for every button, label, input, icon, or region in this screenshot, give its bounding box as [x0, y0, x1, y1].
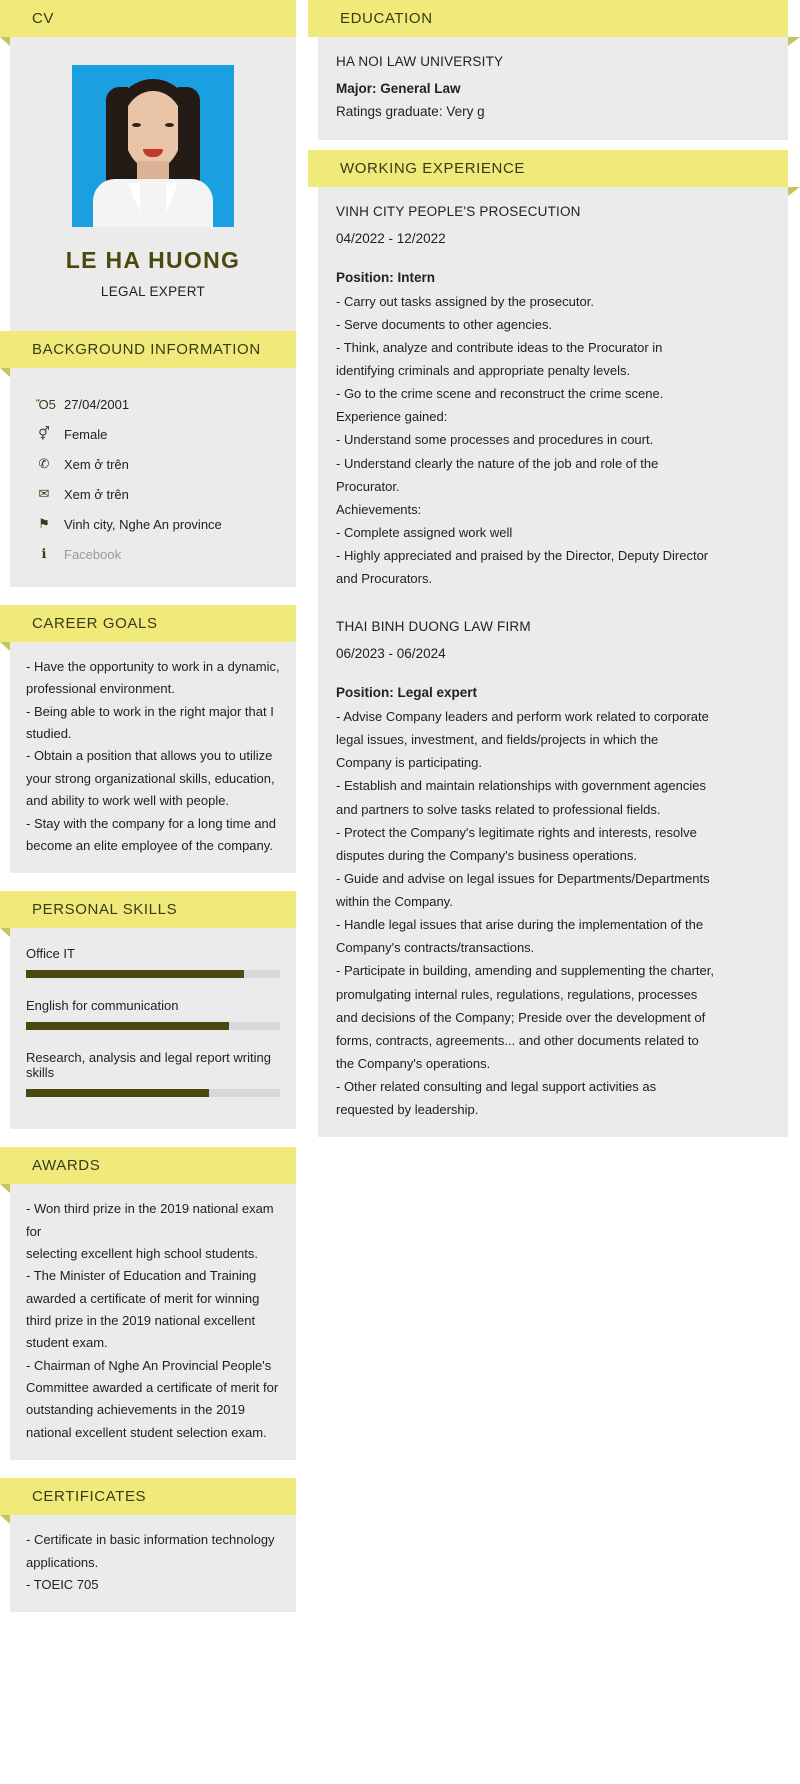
job-detail-line: - Serve documents to other agencies.	[336, 316, 553, 332]
award-line: national excellent student selection exam.	[26, 1424, 267, 1440]
job-detail-line: Procurator.	[336, 478, 400, 494]
skill-item	[26, 994, 280, 1030]
job-detail-line: - Other related consulting and legal support activities as	[336, 1079, 657, 1095]
career-goal-line: - Stay with the company for a long time and	[26, 815, 277, 831]
background-panel	[10, 368, 296, 587]
job-detail-line: the Company's operations.	[336, 1055, 491, 1071]
working-experience-panel	[318, 187, 788, 1138]
avatar-face	[123, 91, 183, 169]
certificate-line: applications.	[26, 1554, 99, 1570]
avatar-hair-right	[178, 87, 200, 191]
award-line: third prize in the 2019 national excellent	[26, 1313, 256, 1329]
career-goal-line: - Obtain a position that allows you to utilize	[26, 748, 273, 764]
job-dates: 04/2022 - 12/2022	[336, 230, 446, 246]
spacer	[336, 251, 770, 267]
spacer	[336, 666, 770, 682]
info-row	[36, 390, 280, 419]
section-header-certificates	[10, 1478, 296, 1515]
certificates-text	[26, 1529, 280, 1596]
cv-title-ribbon	[10, 0, 296, 37]
career-goal-line: and ability to work well with people.	[26, 793, 230, 809]
section-header-working	[318, 150, 788, 187]
skill-bar	[26, 1089, 280, 1097]
avatar-collar-right	[166, 183, 178, 213]
spacer	[308, 140, 800, 150]
career-goals-panel	[10, 642, 296, 873]
section-header-career	[10, 605, 296, 642]
section-header-background	[10, 331, 296, 368]
career-goals-text	[26, 656, 280, 857]
job-detail-line: - Guide and advise on legal issues for Departments/Departments	[336, 870, 710, 886]
section-label-education: EDUCATION	[340, 10, 433, 27]
info-row-text: Vinh city, Nghe An province	[64, 516, 222, 532]
job-detail-line: - Handle legal issues that arise during the implementation of the	[336, 917, 704, 933]
job-detail-line: - Understand clearly the nature of the job and role of the	[336, 455, 659, 471]
job-detail-line: - Protect the Company's legitimate rights and interests, resolve	[336, 824, 697, 840]
job-detail-line: - Establish and maintain relationships with government agencies	[336, 778, 706, 794]
award-line: Committee awarded a certificate of merit for	[26, 1380, 279, 1396]
job-position: Position: Legal expert	[336, 685, 478, 701]
info-icon: ℹ	[41, 546, 47, 561]
certificates-panel	[10, 1515, 296, 1612]
job-position: Position: Intern	[336, 269, 435, 285]
info-row-text: Xem ở trên	[64, 486, 129, 502]
awards-panel	[10, 1184, 296, 1460]
spacer	[0, 873, 308, 891]
left-column	[0, 0, 308, 1784]
section-header-awards	[10, 1147, 296, 1184]
job-detail-line: - Think, analyze and contribute ideas to the Procurator in	[336, 339, 663, 355]
section-header-education	[318, 0, 788, 37]
avatar-eye-left	[132, 123, 141, 127]
job-detail-line: and Procurators.	[336, 571, 433, 587]
career-goal-line: become an elite employee of the company.	[26, 837, 273, 853]
section-label-working: WORKING EXPERIENCE	[340, 159, 525, 177]
spacer	[0, 1129, 308, 1147]
job-detail-line: identifying criminals and appropriate penalty levels.	[336, 363, 631, 378]
section-label-skills: PERSONAL SKILLS	[32, 901, 178, 919]
award-line: student exam.	[26, 1335, 108, 1351]
phone-icon: ✆	[38, 456, 50, 471]
award-line: - The Minister of Education and Training	[26, 1268, 257, 1284]
section-label-career: CAREER GOALS	[32, 615, 158, 632]
certificate-line: - Certificate in basic information technology	[26, 1532, 275, 1548]
avatar-eye-right	[165, 123, 174, 127]
job-detail-line: Company is participating.	[336, 755, 482, 771]
job-detail-line: legal issues, investment, and fields/projects in which the	[336, 732, 659, 748]
career-goal-line: - Have the opportunity to work in a dynamic,	[26, 659, 280, 674]
cv-title-label: CV	[32, 10, 54, 27]
info-row[interactable]	[36, 539, 280, 569]
career-goal-line: studied.	[26, 726, 72, 742]
education-school: HA NOI LAW UNIVERSITY	[336, 54, 504, 69]
job-detail-line: requested by leadership.	[336, 1102, 479, 1118]
skill-item	[26, 942, 280, 978]
spacer	[336, 590, 770, 616]
info-row	[36, 449, 280, 479]
job-detail-line: and partners to solve tasks related to professional fields.	[336, 801, 661, 817]
certificate-line: - TOEIC 705	[26, 1576, 99, 1592]
avatar	[72, 65, 234, 227]
jobs-list	[336, 201, 770, 1122]
career-goal-line: your strong organizational skills, education,	[26, 770, 275, 786]
award-line: selecting excellent high school students.	[26, 1245, 258, 1261]
job-detail-line: - Complete assigned work well	[336, 524, 513, 540]
skills-panel	[10, 928, 296, 1129]
info-row	[36, 509, 280, 539]
skill-bar-fill	[26, 970, 244, 978]
job-detail-line: - Go to the crime scene and reconstruct the crime scene.	[336, 386, 664, 402]
spacer	[0, 1612, 308, 1630]
section-label-awards: AWARDS	[32, 1157, 101, 1175]
education-ratings: Ratings graduate: Very g	[336, 103, 485, 119]
skills-list	[26, 942, 280, 1097]
spacer	[0, 587, 308, 605]
avatar-wrap	[26, 47, 280, 227]
info-row	[36, 479, 280, 509]
skill-label: Office IT	[26, 946, 75, 962]
info-row-text: Xem ở trên	[64, 456, 129, 472]
profile-panel	[10, 37, 296, 331]
info-row	[36, 419, 280, 449]
award-line: outstanding achievements in the 2019	[26, 1402, 245, 1418]
skill-bar	[26, 970, 280, 978]
calendar-icon: Ὄ5	[36, 397, 56, 412]
info-row-text: Facebook	[64, 546, 122, 562]
job-detail-line: and decisions of the Company; Preside over the development of	[336, 1009, 706, 1025]
info-row-text: Female	[64, 426, 108, 442]
job-detail-line: - Carry out tasks assigned by the prosecutor.	[336, 293, 594, 309]
right-column	[308, 0, 800, 1784]
skill-bar-fill	[26, 1089, 209, 1097]
skill-bar-fill	[26, 1022, 229, 1030]
job-detail-line: - Participate in building, amending and supplementing the charter,	[336, 963, 714, 979]
award-line: - Chairman of Nghe An Provincial People's	[26, 1357, 272, 1373]
award-line: - Won third prize in the 2019 national exam for	[26, 1201, 274, 1239]
education-major: Major: General Law	[336, 80, 461, 96]
skill-item	[26, 1046, 280, 1097]
job-detail-line: Experience gained:	[336, 409, 448, 425]
skill-label: English for communication	[26, 998, 179, 1014]
job-detail-line: - Advise Company leaders and perform work related to corporate	[336, 709, 709, 725]
skill-bar	[26, 1022, 280, 1030]
career-goal-line: professional environment.	[26, 681, 175, 697]
job-detail-line: promulgating internal rules, regulations, regulations, processes	[336, 986, 698, 1002]
job-company: THAI BINH DUONG LAW FIRM	[336, 619, 531, 635]
job-dates: 06/2023 - 06/2024	[336, 646, 446, 662]
award-line: awarded a certificate of merit for winning	[26, 1290, 260, 1306]
job-detail-line: Achievements:	[336, 501, 422, 517]
avatar-shirt	[93, 179, 213, 227]
awards-text	[26, 1198, 280, 1444]
avatar-collar-left	[128, 183, 140, 213]
career-goal-line: - Being able to work in the right major that I	[26, 703, 274, 719]
job-detail-line: - Understand some processes and procedures in court.	[336, 432, 654, 448]
job-detail-line: disputes during the Company's business operations.	[336, 847, 637, 863]
background-info-list	[26, 382, 280, 571]
education-panel	[318, 37, 788, 140]
section-label-background: BACKGROUND INFORMATION	[32, 341, 261, 358]
section-header-skills	[10, 891, 296, 928]
gender-icon: ⚥	[38, 426, 50, 441]
job-detail-line: - Highly appreciated and praised by the Director, Deputy Director	[336, 548, 709, 563]
spacer	[0, 1460, 308, 1478]
section-label-certificates: CERTIFICATES	[32, 1488, 147, 1506]
job-detail-line: Company's contracts/transactions.	[336, 940, 535, 956]
job-company: VINH CITY PEOPLE'S PROSECUTION	[336, 203, 581, 219]
location-icon: ⚑	[38, 516, 50, 531]
info-row-text: 27/04/2001	[64, 397, 130, 412]
candidate-name: LE HA HUONG	[65, 247, 241, 273]
mail-icon: ✉	[38, 486, 50, 501]
job-detail-line: within the Company.	[336, 894, 453, 910]
avatar-hair-left	[106, 87, 128, 191]
job-detail-line: forms, contracts, agreements... and other documents related to	[336, 1032, 699, 1048]
candidate-role: LEGAL EXPERT	[100, 284, 206, 299]
skill-label: Research, analysis and legal report writing skills	[26, 1050, 271, 1081]
